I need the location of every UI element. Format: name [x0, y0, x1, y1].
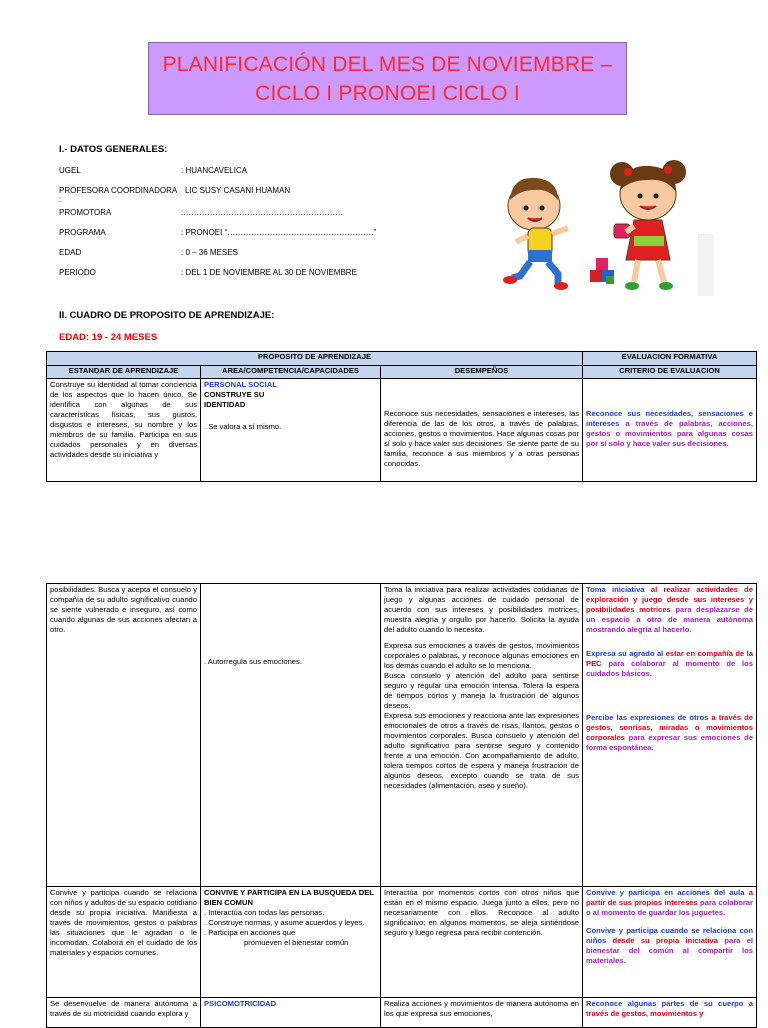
info-label: EDAD	[59, 248, 82, 257]
edad-label: EDAD: 19 - 24 MESES	[59, 332, 158, 343]
desempeno-cell-convive: Interactúa por momentos cortos con otros niños que están en el mismo espacio. Juega junto a ellos, pero no necesariamente con ellos. Reconoce al adulto significativo; en algunos momentos, se aleja sintiéndose seguro y luego regresa para recibir contención.	[381, 887, 583, 998]
info-label: UGEL	[59, 166, 81, 175]
criterio-cell-emociones	[583, 584, 757, 887]
capacidad: . Construye normas, y asume acuerdos y leyes.	[204, 918, 365, 927]
area-title-convive: CONVIVE Y PARTICIPA EN LA BUSQUEDA DEL BIEN COMUN	[204, 888, 374, 907]
desempeno-cell-psicomotricidad: Realiza acciones y movimientos de manera autónoma en los que expresa sus emociones,	[381, 998, 583, 1028]
criterio-item	[586, 926, 753, 966]
children-playing-illustration	[498, 150, 714, 298]
info-row-edad	[59, 248, 238, 257]
info-value: :……………………………………………………	[181, 208, 344, 217]
info-value: : PRONOEI “……………………………………………….”	[181, 228, 377, 237]
criterio-subject: Reconoce sus necesidades, sensaciones e intereses	[586, 409, 754, 428]
criterio-subject: Expresa su agrado al	[586, 649, 664, 658]
competencia-line-2: IDENTIDAD	[204, 400, 246, 409]
info-value: LIC SUSY CASANI HUAMAN	[185, 186, 291, 195]
area-cell-psicomotricidad	[201, 998, 381, 1028]
estandar-cell-convive: Convive y participa cuando se relaciona con niños y adultos de su espacio cotidiano desde su propia iniciativa. Manifiesta a través de movimientos, gestos o palabras las situaciones que le agradan o le incomodan. Colabora en el cuidado de los materiales y espacios comunes.	[47, 887, 201, 998]
criterio-purpose: para colaborar o al momento de guardar los juguetes.	[586, 898, 753, 917]
criterio-item	[586, 713, 753, 753]
info-label: PERIODO	[59, 268, 96, 277]
criterio-condition: al realizar actividades de exploración y juego desde sus intereses y posibilidades motrices	[586, 585, 753, 614]
header-area: AREA/COMPETENCIA/CAPACIDADES	[201, 366, 381, 379]
info-value: : DEL 1 DE NOVIEMBRE AL 30 DE NOVIEMBRE	[181, 268, 357, 277]
info-value: : 0 – 36 MESES	[181, 248, 238, 257]
criterio-subject: Convive y participa cuando se relaciona con niños	[586, 926, 753, 945]
plan-table-1	[46, 351, 757, 482]
criterio-condition: estar en compañía de la PEC	[586, 649, 753, 668]
criterio-condition: desde su propia iniciativa	[606, 936, 719, 945]
criterio-condition: a partir de sus propios intereses	[586, 888, 753, 907]
criterio-subject: Percibe las expresiones de otros	[586, 713, 709, 722]
capacidad-continued: promueven el bienestar común	[244, 938, 349, 947]
criterio-condition: a través de gestos, sonrisas, miradas o movimientos corporales	[586, 713, 753, 742]
criterio-purpose: para desplazarse de un espacio a otro de manera autónoma mostrando alegría al hacerlo.	[586, 605, 753, 634]
criterio-cell-psicomotricidad	[583, 998, 757, 1028]
criterio-subject: Convive y participa en acciones del aula	[586, 888, 745, 897]
criterio-rest: a través de palabras, acciones, gestos o movimientos para algunas cosas por sí solo y hace valer sus decisiones.	[586, 419, 754, 448]
desempeno-paragraph: Busca consuelo y atención del adulto para sentirse seguro y regular una emoción intensa. Tolera la espera de tiempos cortos y maneja la frustración de algunos deseos.	[384, 671, 579, 710]
info-row-promotora	[59, 208, 344, 217]
area-title: PERSONAL SOCIAL	[204, 380, 277, 389]
info-label: PROFESORA COORDINADORA :	[59, 186, 177, 204]
area-cell	[201, 379, 381, 482]
criterio-subject: Reconoce algunas partes de su cuerpo	[586, 999, 744, 1008]
criterio-purpose: para colaborar al momento de los cuidados básicos.	[586, 659, 753, 678]
plan-table-2	[46, 583, 757, 1028]
estandar-cell: Construye su identidad al tomar conciencia de los aspectos que lo hacen único. Se identifica con algunas de sus características físicas, sus gustos, disgustos e intereses, su nombre y los miembros de su familia. Participa en sus cuidados personales y en diversas actividades desde su iniciativa y	[47, 379, 201, 482]
capacidad: . Se valora a sí mismo.	[204, 422, 282, 431]
title-line-2: CICLO I PRONOEI CICLO I	[255, 82, 520, 105]
title-line-1: PLANIFICACIÓN DEL MES DE NOVIEMBRE –	[162, 53, 613, 76]
criterio-cell-convive	[583, 887, 757, 998]
criterio-item	[586, 649, 753, 679]
info-value: : HUANCAVELICA	[181, 166, 248, 175]
capacidad-autorregula: . Autorregula sus emociones.	[204, 657, 302, 666]
info-row-ugel	[59, 166, 248, 175]
desempeno-paragraph: Expresa sus emociones y reacciona ante las expresiones emocionales de otros a través de risas, llantos, gestos o movimientos corporales. Busca consuelo y atención del adulto significativo para sentirse seguro y contenido frente a una emoción. Con acompañamiento de adulto, tolera tiempos cortos de espera y maneja frustración de algunos deseos, excepto cuando se trata de sus necesidades (alimentación, aseo y sueño).	[384, 711, 579, 790]
criterio-purpose: para expresar sus emociones de forma espontánea.	[586, 733, 753, 752]
area-cell-autorregula	[201, 584, 381, 887]
criterio-cell	[583, 379, 757, 482]
header-proposito: PROPOSITO DE APRENDIZAJE	[47, 352, 583, 366]
area-title-psicomotricidad: PSICOMOTRICIDAD	[204, 999, 277, 1008]
desempeno-paragraph: Expresa sus emociones a través de gestos, movimientos corporales o palabras, y reconoce algunas emociones en los demás cuando el adulto se lo menciona.	[384, 641, 579, 670]
section-1-title: I.- DATOS GENERALES:	[59, 144, 168, 155]
header-criterio: CRITERIO DE EVALUACION	[583, 366, 757, 379]
capacidad: . Participa en acciones que	[204, 928, 296, 937]
area-cell-convive	[201, 887, 381, 998]
info-row-periodo	[59, 268, 357, 277]
desempeno-cell-emociones	[381, 584, 583, 887]
title-box	[148, 42, 627, 115]
criterio-item	[586, 585, 753, 635]
estandar-cell-psicomotricidad: Se desenvuelve de manera autónoma a través de su motricidad cuando explora y	[47, 998, 201, 1028]
desempeno-cell: Reconoce sus necesidades, sensaciones e intereses, las diferencia de las de los otros, a través de palabras, acciones, gestos o movimientos. Hace algunas cosas por sí solo y hace valer sus decisiones. Se siente parte de su familia, reconoce a sus miembros y a otras personas conocidas.	[381, 379, 583, 482]
info-row-profesora	[59, 186, 291, 204]
estandar-cell-continued: posibilidades. Busca y acepta el consuelo y compañía de su adulto significativo cuando se siente vulnerado e inseguro, así como cuando algunas de sus acciones afectan a otro.	[47, 584, 201, 887]
info-row-programa	[59, 228, 377, 237]
header-desempenos: DESEMPEÑOS	[381, 366, 583, 379]
section-2-title: II. CUADRO DE PROPOSITO DE APRENDIZAJE:	[59, 310, 275, 321]
capacidad: . Interactúa con todas las personas.	[204, 908, 325, 917]
info-label: PROMOTORA	[59, 208, 112, 217]
criterio-item	[586, 888, 753, 918]
criterio-purpose: para el bienestar del común al compartir los materiales.	[586, 936, 754, 965]
desempeno-paragraph: Toma la iniciativa para realizar actividades cotidianas de juego y algunas acciones de cuidado personal de acuerdo con sus intereses y posibilidades motrices, muestra alegría y orgullo por hacerlo. Solicita la ayuda del adulto cuando lo necesita.	[384, 585, 579, 634]
info-label: PROGRAMA	[59, 228, 106, 237]
competencia-line-1: CONSTRUYE SU	[204, 390, 265, 399]
criterio-condition: a través de gestos, movimientos y	[586, 999, 753, 1018]
header-estandar: ESTANDAR DE APRENDIZAJE	[47, 366, 201, 379]
header-evaluacion: EVALUACION FORMATIVA	[583, 352, 757, 366]
criterio-subject: Toma iniciativa	[586, 585, 645, 594]
